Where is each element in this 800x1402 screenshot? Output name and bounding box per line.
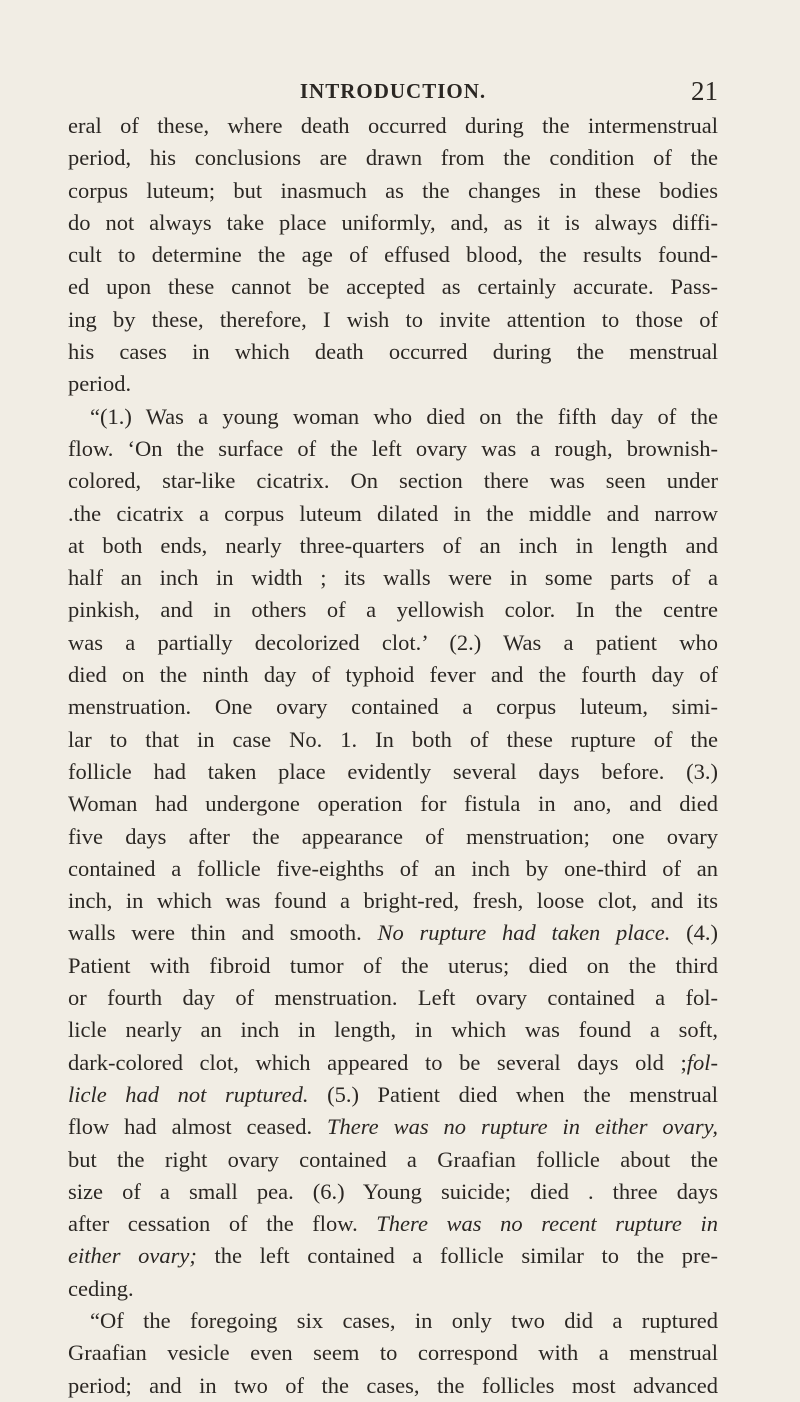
text-line: at both ends, nearly three-quarters of an inch in length and — [68, 532, 718, 558]
text-line: menstruation. One ovary contained a corpus luteum, simi- — [68, 694, 718, 720]
text-line — [68, 917, 718, 949]
text-line — [68, 1047, 718, 1079]
text-line: period, his conclusions are drawn from the condition of the — [68, 145, 718, 171]
text-line: colored, star-like cicatrix. On section there was seen under — [68, 468, 718, 494]
text-line: corpus luteum; but inasmuch as the changes in these bodies — [68, 177, 718, 203]
page-number: 21 — [691, 76, 718, 106]
text-segment: dark-colored clot, which appeared to be several days old ; — [68, 1049, 687, 1075]
text-line: half an inch in width ; its walls were in some parts of a — [68, 565, 718, 591]
text-line: period. — [68, 371, 132, 397]
text-line: Woman had undergone operation for fistula in ano, and died — [68, 791, 718, 817]
text-segment: walls were thin and smooth. — [68, 920, 362, 946]
text-line: was a partially decolorized clot.’ (2.) Was a patient who — [68, 629, 718, 655]
text-line: flow. ‘On the surface of the left ovary was a rough, brownish- — [68, 435, 718, 461]
italic-segment: either ovary; — [68, 1243, 197, 1269]
running-title: INTRODUCTION. — [299, 79, 487, 103]
italic-segment: There was no recent rupture in — [376, 1211, 718, 1237]
text-line: licle nearly an inch in length, in which was found a soft, — [68, 1017, 718, 1043]
italic-segment: There was no rupture in either ovary, — [327, 1114, 718, 1140]
text-line — [68, 1079, 718, 1111]
text-line: “(1.) Was a young woman who died on the fifth day of the — [90, 403, 718, 429]
text-line: ceding. — [68, 1275, 134, 1301]
italic-segment: No rupture had taken place. — [377, 920, 671, 946]
text-line: contained a follicle five-eighths of an inch by one-third of an — [68, 855, 718, 881]
text-line: but the right ovary contained a Graafian follicle about the — [68, 1146, 718, 1172]
text-segment: the left contained a follicle similar to the pre- — [214, 1243, 719, 1269]
text-line: follicle had taken place evidently several days before. (3.) — [68, 758, 718, 784]
italic-segment: fol- — [686, 1049, 718, 1075]
text-line: “Of the foregoing six cases, in only two did a ruptured — [90, 1307, 718, 1333]
text-line: inch, in which was found a bright-red, fresh, loose clot, and its — [68, 888, 718, 914]
text-line: Patient with fibroid tumor of the uterus; died on the third — [68, 952, 718, 978]
text-line: ed upon these cannot be accepted as certainly accurate. Pass- — [68, 274, 718, 300]
text-line: his cases in which death occurred during the menstrual — [68, 339, 718, 365]
text-segment: (4.) — [686, 920, 718, 946]
text-line: pinkish, and in others of a yellowish color. In the centre — [68, 597, 718, 623]
text-line: .the cicatrix a corpus luteum dilated in the middle and narrow — [68, 500, 718, 526]
text-segment: (5.) Patient died when the menstrual — [327, 1081, 718, 1107]
text-line: size of a small pea. (6.) Young suicide; died . three days — [68, 1178, 718, 1204]
text-line: or fourth day of menstruation. Left ovary contained a fol- — [68, 985, 718, 1011]
text-line — [68, 1208, 718, 1240]
text-line: eral of these, where death occurred during the intermenstrual — [68, 113, 718, 138]
text-line: cult to determine the age of effused blood, the results found- — [68, 242, 718, 268]
text-line: Graafian vesicle even seem to correspond with a menstrual — [68, 1340, 718, 1366]
text-line: do not always take place uniformly, and, as it is always diffi- — [68, 209, 718, 235]
text-line: lar to that in case No. 1. In both of these rupture of the — [68, 726, 718, 752]
text-line — [68, 1111, 718, 1143]
italic-segment: licle had not ruptured. — [68, 1081, 309, 1107]
body-text — [68, 110, 718, 1402]
text-line — [68, 1240, 718, 1272]
running-head — [68, 76, 718, 106]
text-segment: after cessation of the flow. — [68, 1211, 358, 1237]
text-line: ing by these, therefore, I wish to invite attention to those of — [68, 306, 718, 332]
text-segment: flow had almost ceased. — [68, 1114, 313, 1140]
text-line: died on the ninth day of typhoid fever and the fourth day of — [68, 662, 718, 688]
text-line: period; and in two of the cases, the follicles most advanced — [68, 1372, 718, 1398]
text-line: five days after the appearance of menstruation; one ovary — [68, 823, 718, 849]
